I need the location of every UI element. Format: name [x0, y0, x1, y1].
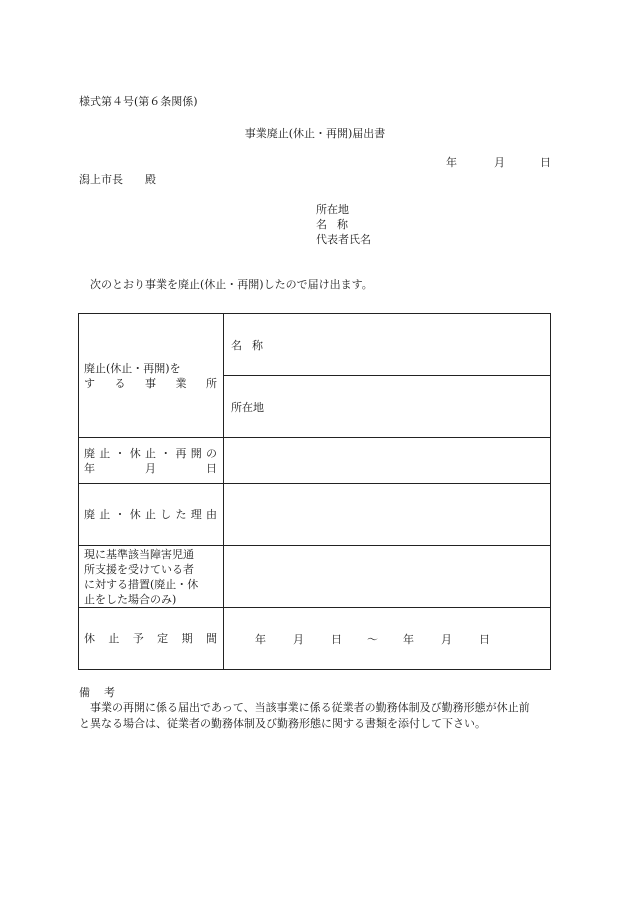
- table-row-office-name: [79, 314, 551, 376]
- measures-label: 現に基準該当障害児通 所支援を受けている者 に対する措置(廃止・休 止をした場合のみ): [79, 546, 224, 608]
- addressee-honorific: 殿: [145, 173, 156, 186]
- reason-value-cell[interactable]: [224, 484, 551, 546]
- period-value: 年 月 日 ～ 年 月 日: [255, 632, 490, 646]
- office-name-cell[interactable]: [224, 314, 551, 376]
- addressee-name: 潟上市長: [79, 173, 123, 186]
- date-value-cell[interactable]: [224, 438, 551, 484]
- office-address-cell[interactable]: [224, 376, 551, 438]
- office-label: [79, 314, 224, 438]
- date-day-label: 日: [540, 156, 551, 169]
- applicant-name-label: 名称: [316, 218, 348, 231]
- period-value-cell[interactable]: [224, 608, 551, 670]
- remarks-body: [79, 700, 553, 732]
- date-year-label: 年: [446, 156, 457, 169]
- applicant-block: [316, 202, 371, 247]
- table-row-date: [79, 438, 551, 484]
- reason-label: 廃 止 ・ 休 止 し た 理 由: [79, 484, 224, 546]
- table-row-period: [79, 608, 551, 670]
- table-row-measures: [79, 546, 551, 608]
- addressee: [79, 173, 156, 187]
- office-name-label: 名称: [231, 338, 263, 352]
- notification-table: [78, 313, 551, 670]
- form-number: 様式第４号(第６条関係): [79, 95, 198, 108]
- applicant-representative-label: 代表者氏名: [316, 233, 371, 246]
- date-label-line1: 廃 止 ・ 休 止 ・ 再 開 の: [84, 446, 217, 460]
- intro-text: 次のとおり事業を廃止(休止・再開)したので届け出ます。: [90, 278, 373, 291]
- document-title: 事業廃止(休止・再開)届出書: [244, 127, 386, 140]
- table-row-reason: [79, 484, 551, 546]
- office-address-label: 所在地: [231, 400, 264, 414]
- date-label-line2: 年 月 日: [84, 461, 217, 475]
- remarks-line-2: と異なる場合は、従業者の勤務体制及び勤務形態に関する書類を添付して下さい。: [79, 717, 486, 730]
- remarks-line-1: 事業の再開に係る届出であって、当該事業に係る従業者の勤務体制及び勤務形態が休止前: [90, 701, 530, 714]
- period-label: 休 止 予 定 期 間: [79, 608, 224, 670]
- date-month-label: 月: [494, 156, 505, 169]
- office-label-line1: 廃止(休止・再開)を: [84, 361, 181, 375]
- office-label-line2: す る 事 業 所: [84, 376, 217, 390]
- date-label: [79, 438, 224, 484]
- measures-value-cell[interactable]: [224, 546, 551, 608]
- remarks-heading: 備 考: [79, 686, 115, 699]
- applicant-address-label: 所在地: [316, 203, 349, 216]
